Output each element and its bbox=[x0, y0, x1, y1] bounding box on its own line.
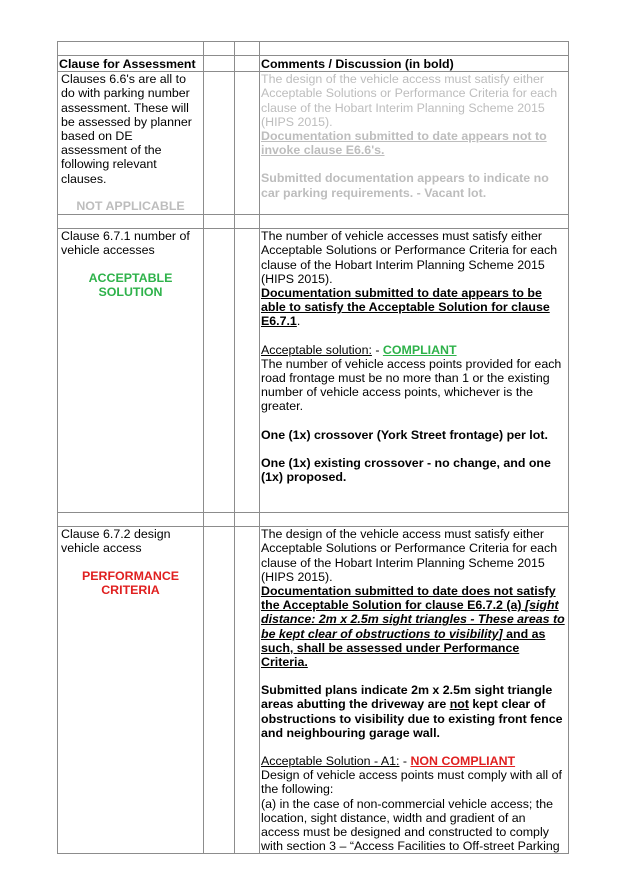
compliance-status: COMPLIANT bbox=[382, 342, 457, 357]
table-row bbox=[58, 229, 569, 513]
solution-label: Acceptable Solution - A1: bbox=[261, 754, 400, 769]
finding-text: Submitted documentation appears to indicate no car parking requirements. - Vacant lot. bbox=[261, 171, 549, 200]
comments-cell bbox=[260, 527, 569, 854]
comments-cell bbox=[260, 229, 569, 513]
intro-text: The number of vehicle accesses must satisfy either Acceptable Solutions or Performance Criteria for each clause of the Hobart Interim Planning Scheme 2015 (HIPS 2015). bbox=[261, 229, 558, 286]
table-row bbox=[58, 42, 569, 56]
header-row bbox=[58, 56, 569, 72]
solution-sep: - bbox=[399, 754, 411, 769]
requirement-text: Design of vehicle access points must comply with all of the following: bbox=[261, 768, 562, 797]
table-row bbox=[58, 527, 569, 854]
status-badge: PERFORMANCE CRITERIA bbox=[81, 568, 180, 597]
comments-cell bbox=[260, 72, 569, 215]
finding-text-end: kept clear of obstructions to visibility due to existing front fence and neighbouring garage wall. bbox=[261, 697, 563, 740]
clause-cell bbox=[58, 72, 204, 215]
doc-note-end: . bbox=[296, 314, 301, 329]
table-row bbox=[58, 72, 569, 215]
clause-text: Clause 6.7.1 number of vehicle accesses bbox=[61, 229, 190, 258]
table-row bbox=[58, 513, 569, 527]
assessment-table bbox=[57, 41, 569, 854]
doc-note: Documentation submitted to date does not satisfy the Acceptable Solution for clause E6.7.2 (a) bbox=[261, 584, 556, 613]
compliance-status: NON COMPLIANT bbox=[410, 754, 516, 769]
status-badge: NOT APPLICABLE bbox=[76, 198, 185, 213]
requirement-item: (a) in the case of non-commercial vehicle access; the location, sight distance, width and gradient of an access must be designed and constructed to comply with section 3 – “Access Facilities to Off-street Parking bbox=[261, 796, 560, 854]
clause-text: Clauses 6.6's are all to do with parking number assessment. These will be assessed by planner based on DE assessment of the following relevant clauses. bbox=[61, 72, 192, 186]
doc-note: Documentation submitted to date appears not to invoke clause E6.6's. bbox=[261, 129, 547, 158]
finding-emphasis: not bbox=[449, 697, 469, 712]
finding-text: Submitted plans indicate 2m x 2.5m sight triangle areas abutting the driveway are bbox=[261, 683, 553, 712]
status-badge: ACCEPTABLE SOLUTION bbox=[88, 270, 173, 299]
requirement-text: The number of vehicle access points provided for each road frontage must be no more than 1 or the existing number of vehicle access points, whichever is the greater. bbox=[261, 356, 562, 414]
finding-text: One (1x) existing crossover - no change, and one (1x) proposed. bbox=[261, 455, 551, 485]
doc-note-end: and as such, shall be assessed under Performance Criteria. bbox=[261, 626, 546, 670]
solution-sep: - bbox=[371, 342, 383, 357]
header-comments: Comments / Discussion (in bold) bbox=[260, 56, 569, 72]
finding-text: One (1x) crossover (York Street frontage) per lot. bbox=[261, 427, 548, 442]
clause-cell bbox=[58, 229, 204, 513]
solution-label: Acceptable solution: bbox=[261, 342, 372, 357]
clause-cell bbox=[58, 527, 204, 854]
header-clause: Clause for Assessment bbox=[58, 56, 204, 72]
doc-note: Documentation submitted to date appears to be able to satisfy the Acceptable Solution for clause E6.7.1 bbox=[261, 286, 550, 329]
table-row bbox=[58, 215, 569, 229]
intro-text: The design of the vehicle access must satisfy either Acceptable Solutions or Performance Criteria for each clause of the Hobart Interim Planning Scheme 2015 (HIPS 2015). bbox=[261, 527, 558, 584]
intro-text: The design of the vehicle access must satisfy either Acceptable Solutions or Performance Criteria for each clause of the Hobart Interim Planning Scheme 2015 (HIPS 2015). bbox=[261, 72, 558, 129]
clause-text: Clause 6.7.2 design vehicle access bbox=[61, 527, 171, 556]
doc-note-italic: [sight distance: 2m x 2.5m sight triangles - These areas to be kept clear of obstructions to visibility] bbox=[261, 598, 565, 641]
